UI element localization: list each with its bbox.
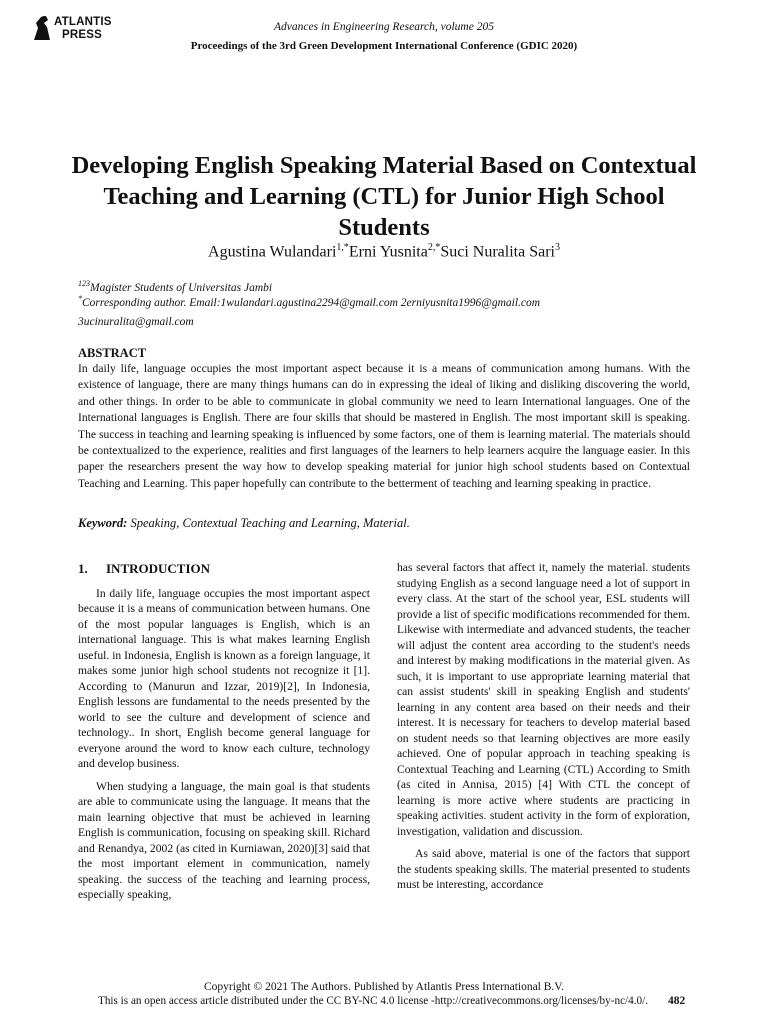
author-name: Suci Nuralita Sari [440,243,555,261]
left-column [78,561,370,903]
corresponding-author [78,294,540,309]
keyword-label: Keyword: [78,516,128,530]
right-column [397,560,690,893]
section-title: INTRODUCTION [106,561,211,576]
section-number: 1. [78,561,88,576]
affiliation [78,279,272,294]
proceedings-header: Proceedings of the 3rd Green Development International Conference (GDIC 2020) [190,40,578,52]
paper-title: Developing English Speaking Material Based on Contextual Teaching and Learning (CTL) for Junior High School Students [71,152,697,241]
affiliation-sup: 123 [78,279,90,288]
intro-paragraph-4: As said above, material is one of the factors that support the students speaking skills. The material presented to students must be interesting, accordance [397,847,690,891]
logo-text-line1: ATLANTIS [54,16,112,28]
author-sup: 3 [554,242,560,253]
intro-paragraph-2: When studying a language, the main goal is that students are able to communicate using the language. It means that the main learning objective that must be achieved in learning English is communication, focusing on speaking skill. Richard and Renandya, 2002 (as cited in Kurniawan, 2020)[3] said that the most important element in communication, namely speaking. the success of the teaching and learning process, especially speaking, [78,779,370,901]
intro-paragraph-3: has several factors that affect it, namely the material. students studying English as a second language need a lot of support in every class. At the start of the school year, ESL students will provide a list of specific modifications recommended for them. Likewise with intermediate and advanced students, the teacher will adjust the content area according to the student's needs and interest by making modifications in the material given. As such, it is important to use appropriate learning material that can assist students' skill in speaking English and students' learning in any content area based on their needs and their interest. It is necessary for teachers to develop material based on student needs so that learning objectives are more easily achieved. One of popular approach in teaching speaking is Contextual Teaching and Learning (CTL) According to Smith (as cited in Annisa, 2015) [4] With CTL the concept of learning is more active where students are practicing in speaking activities. student activity in the form of exploration, investigation, validation and discussion. [397,561,690,838]
author-sup: 1,* [336,242,349,253]
intro-paragraph-1: In daily life, language occupies the most important aspect because it is a means of communication between humans. One of the most popular languages is English, which is an international language. This is what makes learning English useful. in Indonesia, English is known as a foreign language, it makes some junior high school students not recognize it [1]. According to (Manurun and Izzar, 2019)[2], In Indonesia, English lessons are fundamental to the needs presented by the world to see the culture and development of science and technology.. In short, English become general language for everyone around the word to know each culture, technology and develop business. [78,586,370,770]
section-heading [78,561,370,577]
keyword-text: Speaking, Contextual Teaching and Learning, Material. [130,516,410,530]
keywords [78,516,410,531]
email-3: 3ucinuralita@gmail.com [78,316,194,328]
affiliation-text: Magister Students of Universitas Jambi [90,281,273,294]
page-number: 482 [668,995,686,1007]
corresponding-sup: * [78,294,82,303]
series-header: Advances in Engineering Research, volume 205 [274,21,494,33]
corresponding-text: Corresponding author. Email:1wulandari.agustina2294@gmail.com 2erniyusnita1996@gmail.com [82,296,541,309]
license-notice: This is an open access article distributed under the CC BY-NC 4.0 license -http://creativecommons.org/licenses/by-nc/4.0/. [98,995,649,1007]
author-sup: 2,* [427,242,441,253]
author-list [0,242,768,261]
logo-text-line2: PRESS [62,29,102,41]
author-name: Agustina Wulandari [208,243,337,261]
abstract-text: In daily life, language occupies the most important aspect because it is a means of communication among humans. With the existence of language, there are many things humans can do in expressing the ideal of liking and disliking discovering the world, and other things. In order to be able to communicate in global community we need to learn International languages. One of the International languages is English. There are four skills that should be mastered in English. The most important skill is speaking. The success in teaching and learning speaking is influenced by some factors, one of them is learning material. The materials should be contextualized to the experience, realities and first languages of the learners to help learners acquire the language easier. In this paper the researchers present the way how to develop speaking material for junior high school students based on Contextual Teaching and Learning. This paper hopefully can contribute to the betterment of teaching and learning speaking in practice. [78,362,690,490]
copyright-notice: Copyright © 2021 The Authors. Published by Atlantis Press International B.V. [203,981,564,993]
abstract-heading: ABSTRACT [78,346,147,360]
author-name: Erni Yusnita [348,243,428,261]
